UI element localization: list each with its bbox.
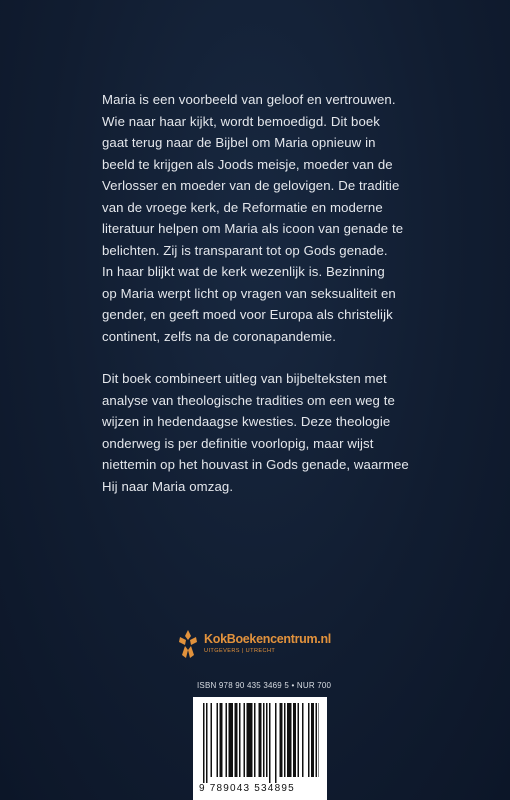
isbn-nur-line: ISBN 978 90 435 3469 5 • NUR 700 xyxy=(197,681,332,690)
publisher-logo xyxy=(176,626,331,662)
blurb-text xyxy=(102,89,422,497)
ean13-barcode-icon xyxy=(203,703,319,783)
barcode-digits: 9 789043 534895 xyxy=(199,783,295,794)
blurb-paragraph-2: Dit boek combineert uitleg van bijbelteksten met analyse van theologische tradities om een weg te wijzen in hedendaagse kwesties. Deze theologie onderweg is per definitie voorlopig, maar wijst niettemin op het houvast in Gods genade, waarmee Hij naar Maria omzag. xyxy=(102,371,409,494)
blurb-paragraph-1: Maria is een voorbeeld van geloof en vertrouwen. Wie naar haar kijkt, wordt bemoedigd. Dit boek gaat terug naar de Bijbel om Maria opnieuw in beeld te krijgen als Joods meisje, moeder van de Verlosser en moeder van de gelovigen. De traditie van de vroege kerk, de Reformatie en moderne literatuur helpen om Maria als icoon van genade te belichten. Zij is transparant tot op Gods genade. In haar blijkt wat de kerk wezenlijk is. Bezinning op Maria werpt licht op vragen van seksualiteit en gender, en geeft moed voor Europa als christelijk continent, zelfs na de coronapandemie. xyxy=(102,92,404,344)
publisher-name: KokBoekencentrum.nl xyxy=(204,632,331,647)
kok-cross-logo-icon xyxy=(176,627,200,661)
publisher-subtitle: UITGEVERS | UTRECHT xyxy=(204,647,276,654)
barcode xyxy=(193,697,327,800)
